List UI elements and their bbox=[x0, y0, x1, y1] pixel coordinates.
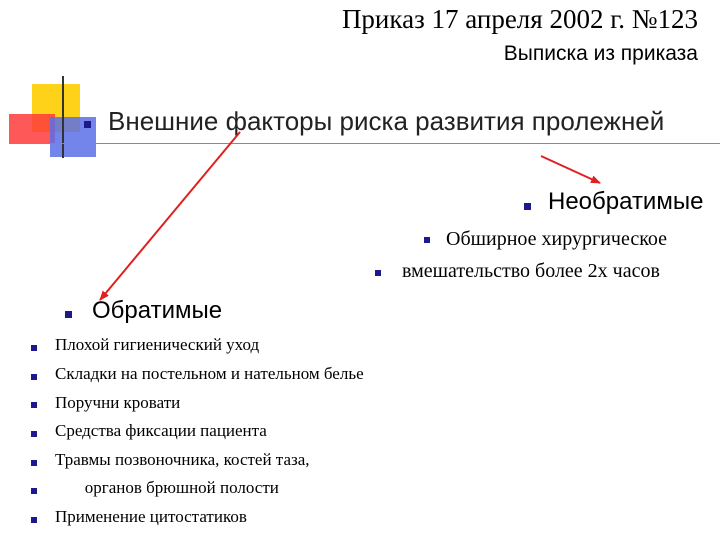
list-item: Применение цитостатиков bbox=[55, 507, 247, 526]
arrow-to-irreversible bbox=[541, 156, 600, 183]
list-item: Поручни кровати bbox=[55, 393, 181, 412]
arrow-to-reversible bbox=[100, 132, 240, 300]
irreversible-item-line2: вмешательство более 2х часов bbox=[402, 260, 660, 282]
list-item: Складки на постельном и нательном белье bbox=[55, 364, 364, 383]
irreversible-label: Необратимые bbox=[548, 188, 704, 215]
slide-subtitle: Выписка из приказа bbox=[503, 42, 698, 65]
heading: Внешние факторы риска развития пролежней bbox=[108, 106, 665, 136]
list-item: Травмы позвоночника, костей таза, bbox=[55, 450, 310, 469]
slide-title: Приказ 17 апреля 2002 г. №123 bbox=[341, 4, 698, 34]
reversible-label: Обратимые bbox=[92, 297, 223, 324]
list-item: органов брюшной полости bbox=[55, 478, 279, 497]
irreversible-item-line1: Обширное хирургическое bbox=[446, 228, 668, 250]
list-item: Плохой гигиенический уход bbox=[55, 335, 260, 354]
list-item: Средства фиксации пациента bbox=[55, 421, 267, 440]
